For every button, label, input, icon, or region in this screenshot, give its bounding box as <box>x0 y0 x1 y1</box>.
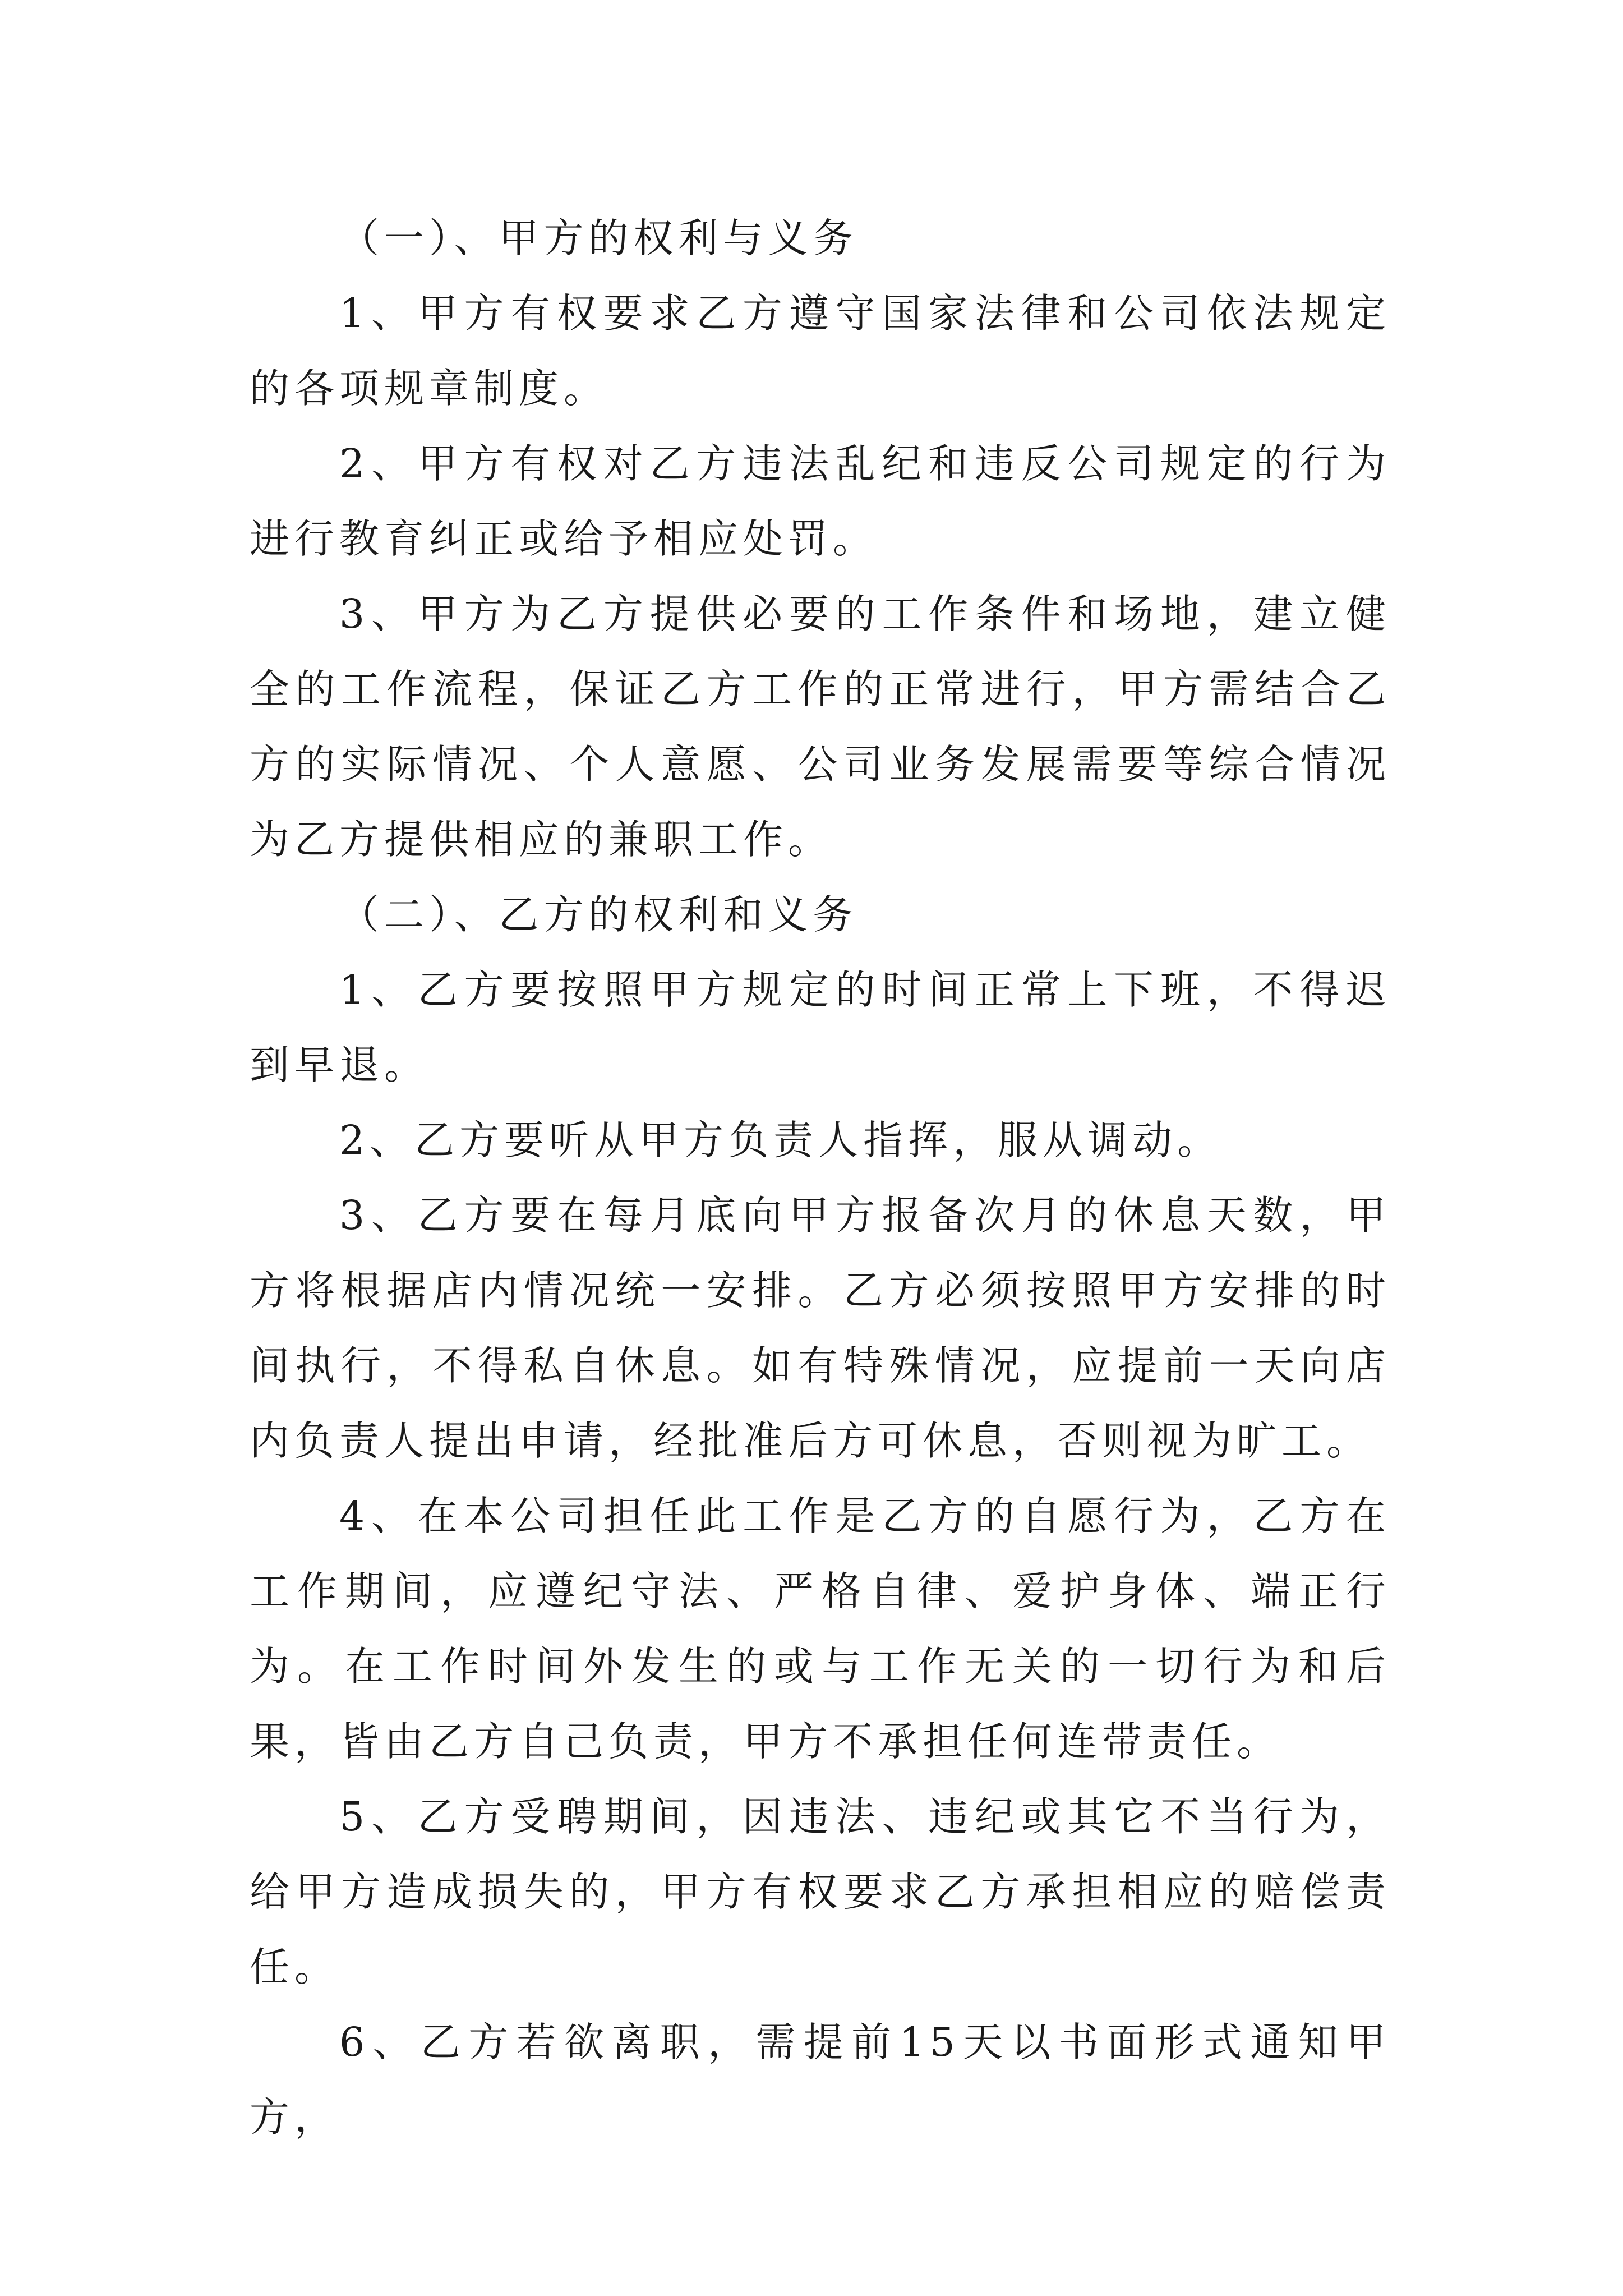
paragraph: 1、乙方要按照甲方规定的时间正常上下班，不得迟到早退。 <box>250 967 1391 1088</box>
paragraph: 3、甲方为乙方提供必要的工作条件和场地，建立健全的工作流程，保证乙方工作的正常进行，甲方需结合乙方的实际情况、个人意愿、公司业务发展需要等综合情况为乙方提供相应的兼职工作。 <box>250 591 1391 863</box>
paragraph: 1、甲方有权要求乙方遵守国家法律和公司依法规定的各项规章制度。 <box>250 290 1391 412</box>
paragraph: 2、甲方有权对乙方违法乱纪和违反公司规定的行为进行教育纠正或给予相应处罚。 <box>250 440 1391 562</box>
document-body <box>250 201 1391 2155</box>
paragraph: 3、乙方要在每月底向甲方报备次月的休息天数，甲方将根据店内情况统一安排。乙方必须按照甲方安排的时间执行，不得私自休息。如有特殊情况，应提前一天向店内负责人提出申请，经批准后方可休息，否则视为旷工。 <box>250 1192 1391 1464</box>
paragraph: 6、乙方若欲离职，需提前15天以书面形式通知甲方， <box>250 2019 1391 2141</box>
paragraph: 2、乙方要听从甲方负责人指挥，服从调动。 <box>339 1117 1223 1163</box>
section-heading-party-a: （一）、甲方的权利与义务 <box>339 215 858 261</box>
section-heading-party-b: （二）、乙方的权利和义务 <box>339 891 858 938</box>
paragraph: 5、乙方受聘期间，因违法、违纪或其它不当行为，给甲方造成损失的，甲方有权要求乙方承担相应的赔偿责任。 <box>250 1793 1391 1990</box>
paragraph: 4、在本公司担任此工作是乙方的自愿行为，乙方在工作期间，应遵纪守法、严格自律、爱护身体、端正行为。在工作时间外发生的或与工作无关的一切行为和后果，皆由乙方自己负责，甲方不承担任何连带责任。 <box>250 1493 1391 1765</box>
